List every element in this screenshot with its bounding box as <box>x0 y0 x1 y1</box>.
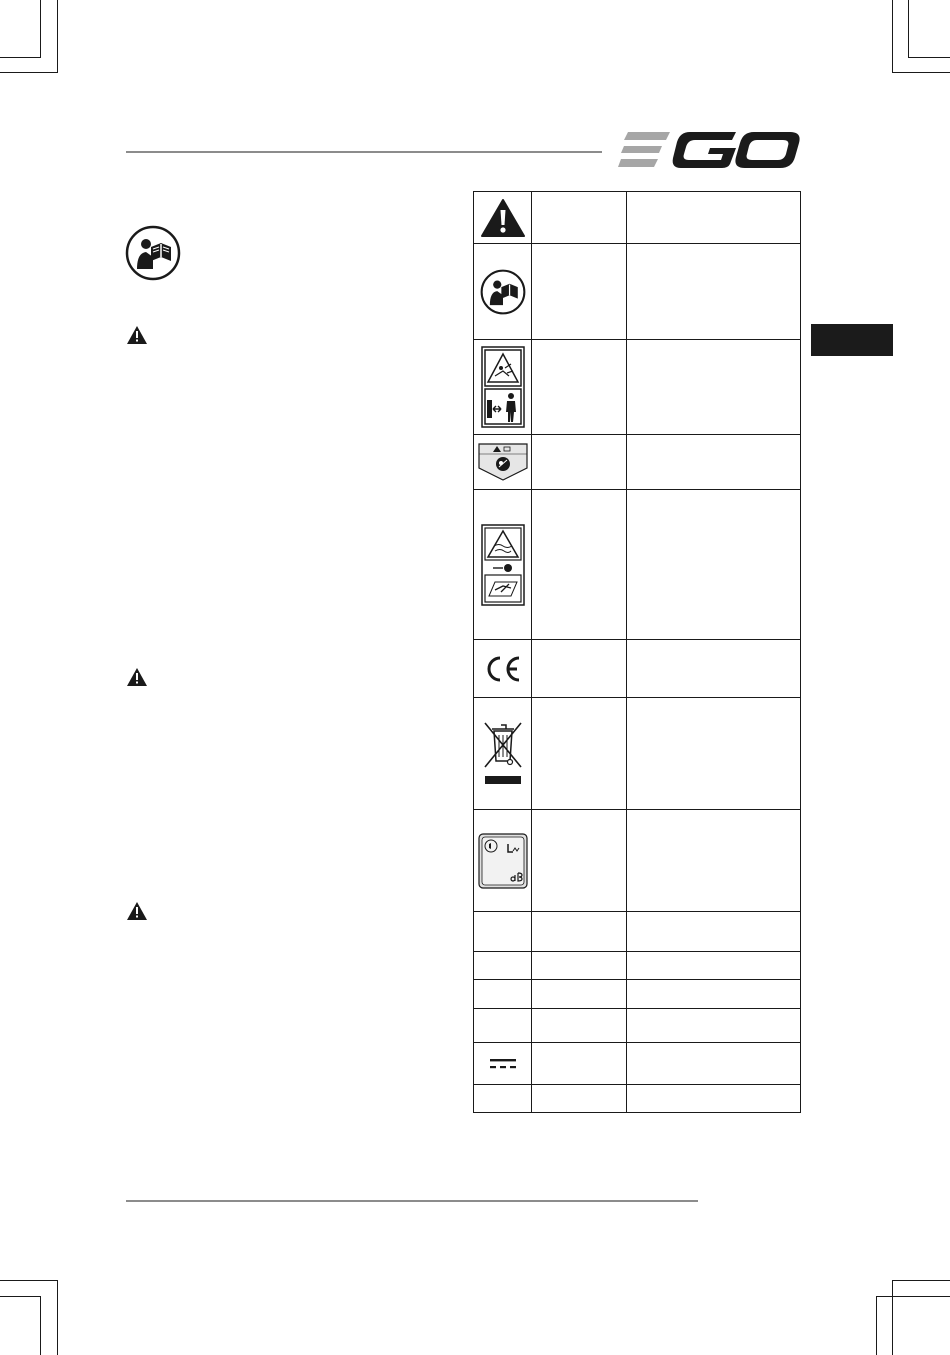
read-manual-icon <box>480 269 526 315</box>
table-row <box>474 952 801 980</box>
table-row <box>474 810 801 912</box>
symbol-meaning-cell <box>627 980 801 1009</box>
symbol-cell <box>474 912 532 952</box>
symbol-name-cell <box>532 490 627 640</box>
table-row <box>474 698 801 810</box>
symbol-cell <box>474 192 532 244</box>
symbol-cell <box>474 435 532 490</box>
header-rule <box>126 151 602 153</box>
symbol-cell <box>474 952 532 980</box>
table-row <box>474 435 801 490</box>
symbol-name-cell <box>532 1085 627 1113</box>
sound-power-level-icon <box>478 833 528 889</box>
symbol-meaning-cell <box>627 435 801 490</box>
remove-key-before-maintenance-icon <box>481 524 525 606</box>
symbol-meaning-cell <box>627 698 801 810</box>
symbol-cell <box>474 340 532 435</box>
symbol-meaning-cell <box>627 1085 801 1113</box>
symbol-meaning-cell <box>627 340 801 435</box>
warning-triangle-icon <box>126 667 148 687</box>
symbol-cell <box>474 698 532 810</box>
symbol-cell <box>474 980 532 1009</box>
symbol-name-cell <box>532 435 627 490</box>
table-row <box>474 640 801 698</box>
read-manual-icon <box>125 225 181 281</box>
symbol-meaning-cell <box>627 192 801 244</box>
symbol-meaning-cell <box>627 810 801 912</box>
warning-triangle-icon <box>126 325 148 345</box>
symbol-meaning-cell <box>627 1009 801 1043</box>
symbol-name-cell <box>532 640 627 698</box>
footer-rule <box>126 1200 698 1202</box>
table-row <box>474 1085 801 1113</box>
symbol-meaning-cell <box>627 640 801 698</box>
symbol-name-cell <box>532 980 627 1009</box>
table-row <box>474 340 801 435</box>
symbol-name-cell <box>532 1009 627 1043</box>
symbol-cell <box>474 1085 532 1113</box>
symbol-cell <box>474 244 532 340</box>
table-row <box>474 1043 801 1085</box>
symbol-meaning-cell <box>627 244 801 340</box>
symbol-meaning-cell <box>627 490 801 640</box>
symbol-name-cell <box>532 1043 627 1085</box>
ce-mark-icon <box>483 655 523 683</box>
symbol-cell <box>474 490 532 640</box>
thrown-objects-keep-distance-icon <box>481 346 525 428</box>
symbol-meaning-cell <box>627 952 801 980</box>
symbol-meaning-cell <box>627 912 801 952</box>
symbol-name-cell <box>532 912 627 952</box>
symbol-cell <box>474 640 532 698</box>
symbol-cell <box>474 1043 532 1085</box>
symbol-name-cell <box>532 340 627 435</box>
direct-current-icon <box>490 1058 516 1070</box>
warning-triangle-icon <box>480 198 526 238</box>
table-row <box>474 912 801 952</box>
table-row <box>474 192 801 244</box>
symbol-cell <box>474 1009 532 1043</box>
table-row <box>474 1009 801 1043</box>
symbol-name-cell <box>532 244 627 340</box>
symbol-name-cell <box>532 810 627 912</box>
table-row <box>474 244 801 340</box>
symbol-name-cell <box>532 192 627 244</box>
table-row <box>474 980 801 1009</box>
symbol-cell <box>474 810 532 912</box>
symbol-meaning-cell <box>627 1043 801 1085</box>
symbol-table <box>473 191 801 1113</box>
language-tab-marker <box>811 324 893 356</box>
symbol-name-cell <box>532 952 627 980</box>
symbol-name-cell <box>532 698 627 810</box>
wear-eye-protection-label-icon <box>477 442 529 482</box>
weee-crossed-bin-icon <box>482 721 524 787</box>
table-row <box>474 490 801 640</box>
warning-triangle-icon <box>126 901 148 921</box>
ego-logo <box>618 128 800 172</box>
